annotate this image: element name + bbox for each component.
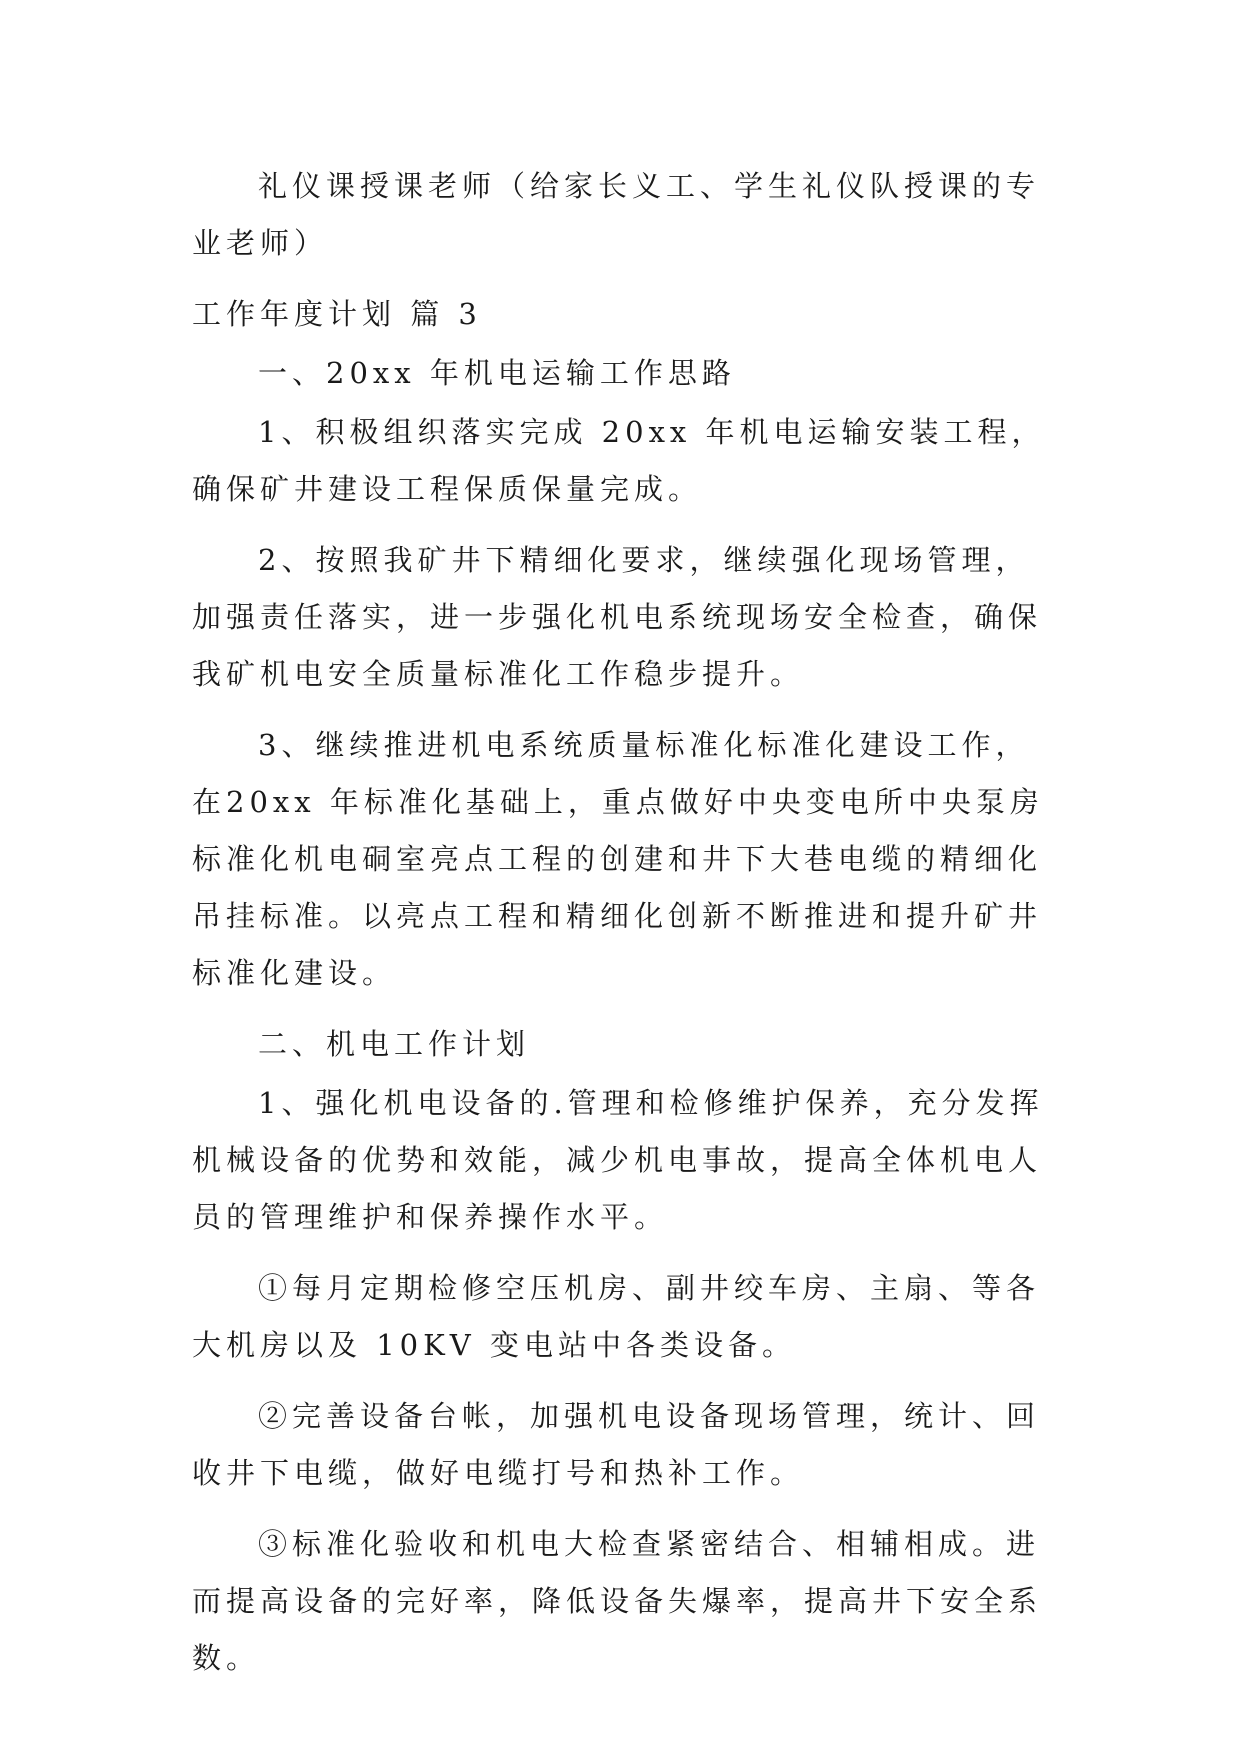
paragraph-plan-sub-2: ②完善设备台帐，加强机电设备现场管理，统计、回收井下电缆，做好电缆打号和热补工作。 (192, 1399, 1041, 1490)
section-heading: 工作年度计划 篇 3 (192, 297, 482, 331)
paragraph-item-3: 3、继续推进机电系统质量标准化标准化建设工作，在20xx 年标准化基础上，重点做好中央变电所中央泵房标准化机电硐室亮点工程的创建和井下大巷电缆的精细化吊挂标准。以亮点工程和精细化创新不断推进和提升矿井标准化建设。 (192, 728, 1044, 990)
paragraph-item-1: 1、积极组织落实完成 20xx 年机电运输安装工程，确保矿井建设工程保质保量完成。 (192, 415, 1046, 506)
paragraph-plan-sub-1: ①每月定期检修空压机房、副井绞车房、主扇、等各大机房以及 10KV 变电站中各类设备。 (192, 1271, 1041, 1362)
paragraph-plan-1: 1、强化机电设备的.管理和检修维护保养，充分发挥机械设备的优势和效能，减少机电事故，提高全体机电人员的管理维护和保养操作水平。 (192, 1086, 1044, 1234)
paragraph-heading-2: 二、机电工作计划 (258, 1027, 531, 1061)
paragraph-etiquette-teacher: 礼仪课授课老师（给家长义工、学生礼仪队授课的专业老师） (192, 169, 1041, 260)
paragraph-plan-sub-3: ③标准化验收和机电大检查紧密结合、相辅相成。进而提高设备的完好率，降低设备失爆率，提高井下安全系数。 (192, 1527, 1043, 1675)
paragraph-item-2: 2、按照我矿井下精细化要求，继续强化现场管理，加强责任落实，进一步强化机电系统现场安全检查，确保我矿机电安全质量标准化工作稳步提升。 (192, 543, 1043, 691)
paragraph-heading-1: 一、20xx 年机电运输工作思路 (258, 356, 736, 390)
document-body (192, 158, 1052, 1701)
